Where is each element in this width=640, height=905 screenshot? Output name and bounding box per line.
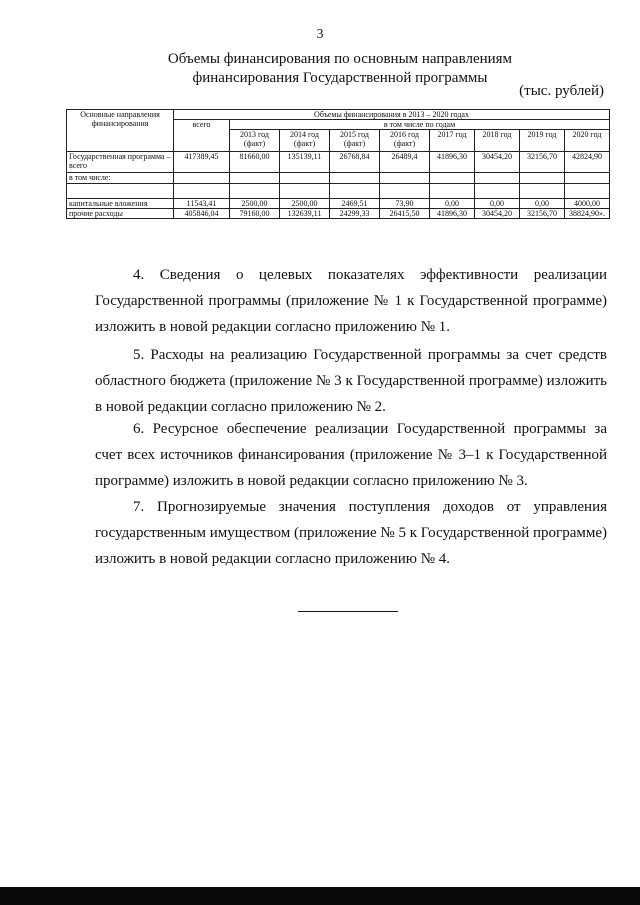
- paragraph-5: [95, 342, 607, 420]
- table-cell: [174, 184, 230, 199]
- row-value: 73,90: [380, 199, 430, 209]
- row-value: 4000,00: [565, 199, 610, 209]
- row-value: [380, 173, 430, 184]
- table-cell: [520, 184, 565, 199]
- header-year: 2014 год (факт): [280, 130, 330, 152]
- row-value: 32156,70: [520, 152, 565, 173]
- row-value: 41896,30: [430, 152, 475, 173]
- row-value: 2469,51: [330, 199, 380, 209]
- page-number: 3: [316, 27, 324, 42]
- page-title: [150, 50, 530, 88]
- table-cell: [280, 184, 330, 199]
- row-total: 405846,04: [174, 209, 230, 219]
- paragraph-text: 5. Расходы на реализацию Государственной программы за счет средств областного бюджета (приложение № 3 к Государственной программе) изложить в новой редакции согласно приложению № 2.: [95, 347, 607, 415]
- table-body: [67, 152, 610, 219]
- table-cell: [565, 184, 610, 199]
- row-value: 24299,33: [330, 209, 380, 219]
- financing-table: [66, 109, 610, 219]
- header-volumes: Объемы финансирования в 2013 – 2020 годах: [174, 110, 610, 120]
- separator-line: [298, 611, 398, 612]
- row-value: [430, 173, 475, 184]
- row-total: 11543,41: [174, 199, 230, 209]
- header-year: 2015 год (факт): [330, 130, 380, 152]
- table-row: [67, 152, 610, 173]
- table-cell: [230, 184, 280, 199]
- row-value: [475, 173, 520, 184]
- paragraph-7: [95, 494, 607, 572]
- row-value: 26415,50: [380, 209, 430, 219]
- row-value: 2500,00: [280, 199, 330, 209]
- table-cell: [67, 184, 174, 199]
- row-value: [280, 173, 330, 184]
- table-cell: [430, 184, 475, 199]
- header-by-years: в том числе по годам: [230, 120, 610, 130]
- row-value: [520, 173, 565, 184]
- row-value: 32156,70: [520, 209, 565, 219]
- header-directions: Основные направления финансирования: [67, 110, 174, 152]
- header-year: 2017 год: [430, 130, 475, 152]
- header-year: 2018 год: [475, 130, 520, 152]
- header-year: 2016 год (факт): [380, 130, 430, 152]
- paragraph-text: 6. Ресурсное обеспечение реализации Государственной программы за счет всех источников финансирования (приложение № 3–1 к Государственной программе) изложить в новой редакции согласно приложению № 3.: [95, 421, 607, 489]
- header-total: всего: [174, 120, 230, 152]
- paragraph-4: [95, 262, 607, 340]
- paragraph-text: 7. Прогнозируемые значения поступления доходов от управления государственным имуществом (приложение № 5 к Государственной программе) изложить в новой редакции согласно приложению № 4.: [95, 499, 607, 567]
- table-cell: [475, 184, 520, 199]
- row-value: 30454,20: [475, 209, 520, 219]
- row-value: [565, 173, 610, 184]
- scan-footer-bar: [0, 887, 640, 905]
- row-total: [174, 173, 230, 184]
- header-year: 2013 год (факт): [230, 130, 280, 152]
- row-value: 41896,30: [430, 209, 475, 219]
- row-label: прочие расходы: [67, 209, 174, 219]
- table-row: [67, 173, 610, 184]
- row-value: 26768,84: [330, 152, 380, 173]
- row-label: в том числе:: [67, 173, 174, 184]
- table-row-empty: [67, 184, 610, 199]
- row-value: 26489,4: [380, 152, 430, 173]
- row-value: 132639,11: [280, 209, 330, 219]
- row-value: 42824,90: [565, 152, 610, 173]
- title-line-2: финансирования Государственной программы: [192, 70, 488, 86]
- table-cell: [330, 184, 380, 199]
- row-value: 0,00: [475, 199, 520, 209]
- paragraph-6: [95, 416, 607, 494]
- row-value: 135139,11: [280, 152, 330, 173]
- title-line-1: Объемы финансирования по основным направлениям: [167, 51, 513, 67]
- table-header-row: [67, 110, 610, 120]
- table-row: [67, 199, 610, 209]
- header-year: 2020 год: [565, 130, 610, 152]
- row-value: 81660,00: [230, 152, 280, 173]
- paragraph-text: 4. Сведения о целевых показателях эффективности реализации Государственной программы (приложение № 1 к Государственной программе) изложить в новой редакции согласно приложению № 1.: [95, 267, 607, 335]
- row-value: [230, 173, 280, 184]
- row-value: 2500,00: [230, 199, 280, 209]
- row-label: Государственная программа – всего: [67, 152, 174, 173]
- unit-label: (тыс. рублей): [519, 83, 604, 99]
- table-row: [67, 209, 610, 219]
- row-value: 30454,20: [475, 152, 520, 173]
- row-label: капитальные вложения: [67, 199, 174, 209]
- row-value: 0,00: [520, 199, 565, 209]
- row-value: 38824,90».: [565, 209, 610, 219]
- row-total: 417389,45: [174, 152, 230, 173]
- header-year: 2019 год: [520, 130, 565, 152]
- row-value: [330, 173, 380, 184]
- table-cell: [380, 184, 430, 199]
- row-value: 0,00: [430, 199, 475, 209]
- row-value: 79160,00: [230, 209, 280, 219]
